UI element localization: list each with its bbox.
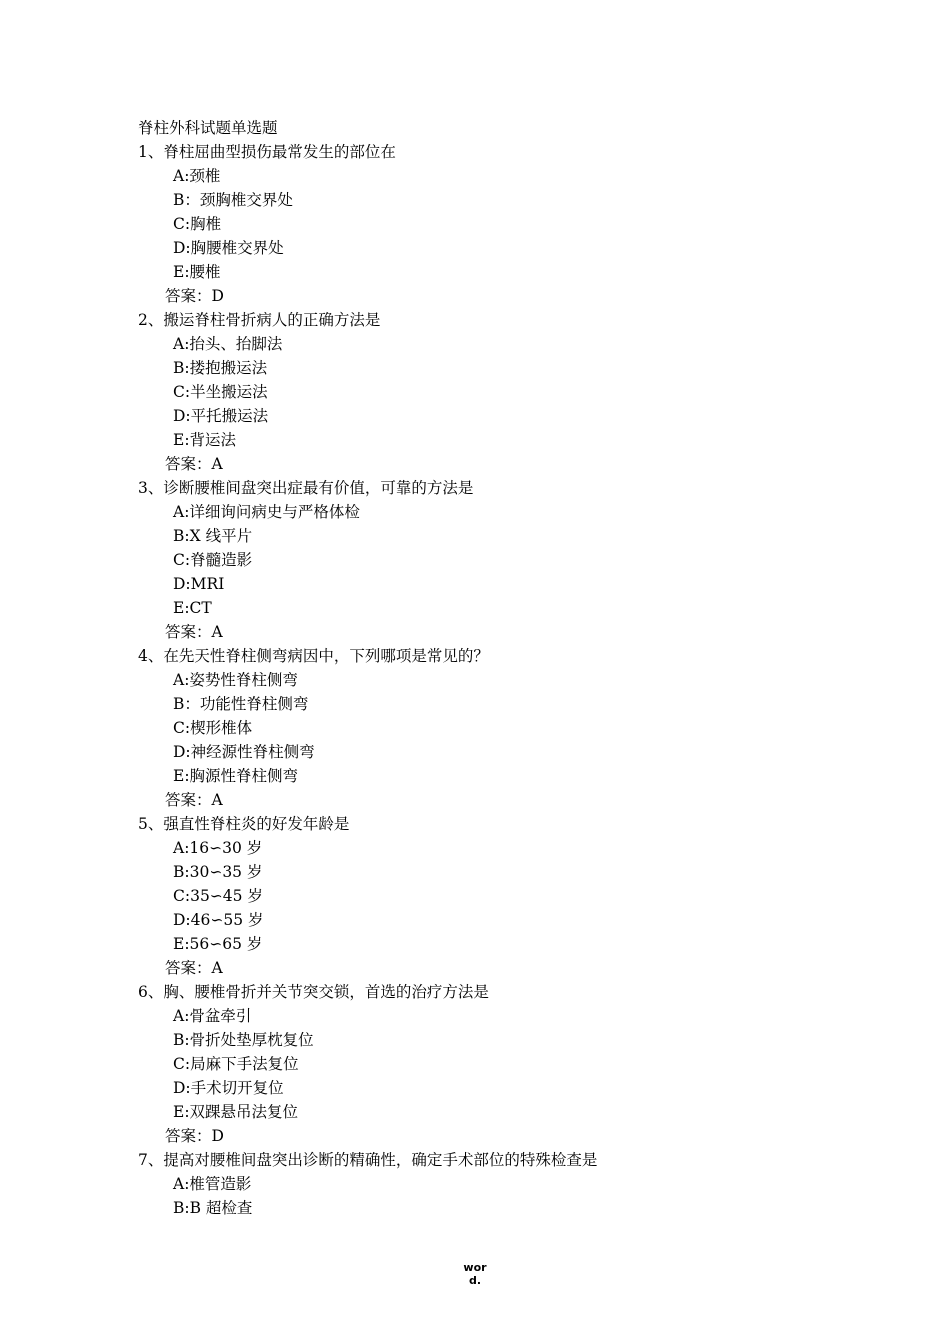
option-a: A:姿势性脊柱侧弯 [173, 671, 298, 689]
option-a: A:16∽30 岁 [173, 839, 263, 857]
option-c: C:胸椎 [173, 215, 222, 233]
page-footer [0, 1261, 950, 1287]
option-e: E:胸源性脊柱侧弯 [173, 767, 299, 785]
answer-6: 答案：D [165, 1127, 224, 1145]
answer-4: 答案：A [165, 791, 223, 809]
option-e: E:腰椎 [173, 263, 221, 281]
option-c: C:楔形椎体 [173, 719, 253, 737]
question-3: 3、诊断腰椎间盘突出症最有价值，可靠的方法是 [138, 479, 474, 497]
option-b: B:X 线平片 [173, 527, 253, 545]
option-d: D:神经源性脊柱侧弯 [173, 743, 315, 761]
option-d: D:胸腰椎交界处 [173, 239, 284, 257]
option-c: C:35∽45 岁 [173, 887, 263, 905]
option-e: E:背运法 [173, 431, 237, 449]
option-c: C:半坐搬运法 [173, 383, 268, 401]
question-7: 7、提高对腰椎间盘突出诊断的精确性，确定手术部位的特殊检查是 [138, 1151, 598, 1169]
option-a: A:颈椎 [173, 167, 221, 185]
option-a: A:详细询问病史与严格体检 [173, 503, 360, 521]
option-b: B:30∽35 岁 [173, 863, 263, 881]
option-c: C:脊髓造影 [173, 551, 253, 569]
footer-line-1: wor [463, 1261, 487, 1274]
document-title: 脊柱外科试题单选题 [138, 119, 278, 137]
document-body [138, 116, 858, 1220]
answer-2: 答案：A [165, 455, 223, 473]
option-b: B：颈胸椎交界处 [173, 191, 293, 209]
question-6: 6、胸、腰椎骨折并关节突交锁，首选的治疗方法是 [138, 983, 489, 1001]
question-2: 2、搬运脊柱骨折病人的正确方法是 [138, 311, 381, 329]
option-a: A:椎管造影 [173, 1175, 252, 1193]
option-e: E:CT [173, 599, 212, 617]
option-b: B:搂抱搬运法 [173, 359, 268, 377]
footer-line-2: d. [468, 1274, 482, 1287]
answer-3: 答案：A [165, 623, 223, 641]
question-4: 4、在先天性脊柱侧弯病因中，下列哪项是常见的？ [138, 647, 489, 665]
option-d: D:手术切开复位 [173, 1079, 284, 1097]
answer-1: 答案：D [165, 287, 224, 305]
question-5: 5、强直性脊柱炎的好发年龄是 [138, 815, 350, 833]
option-d: D:MRI [173, 575, 225, 593]
option-a: A:骨盆牵引 [173, 1007, 252, 1025]
question-1: 1、脊柱屈曲型损伤最常发生的部位在 [138, 143, 396, 161]
option-e: E:双踝悬吊法复位 [173, 1103, 299, 1121]
option-b: B:骨折处垫厚枕复位 [173, 1031, 314, 1049]
option-b: B:B 超检查 [173, 1199, 253, 1217]
option-a: A:抬头、抬脚法 [173, 335, 283, 353]
option-d: D:平托搬运法 [173, 407, 269, 425]
option-c: C:局麻下手法复位 [173, 1055, 299, 1073]
option-b: B：功能性脊柱侧弯 [173, 695, 309, 713]
option-d: D:46∽55 岁 [173, 911, 264, 929]
answer-5: 答案：A [165, 959, 223, 977]
option-e: E:56∽65 岁 [173, 935, 263, 953]
